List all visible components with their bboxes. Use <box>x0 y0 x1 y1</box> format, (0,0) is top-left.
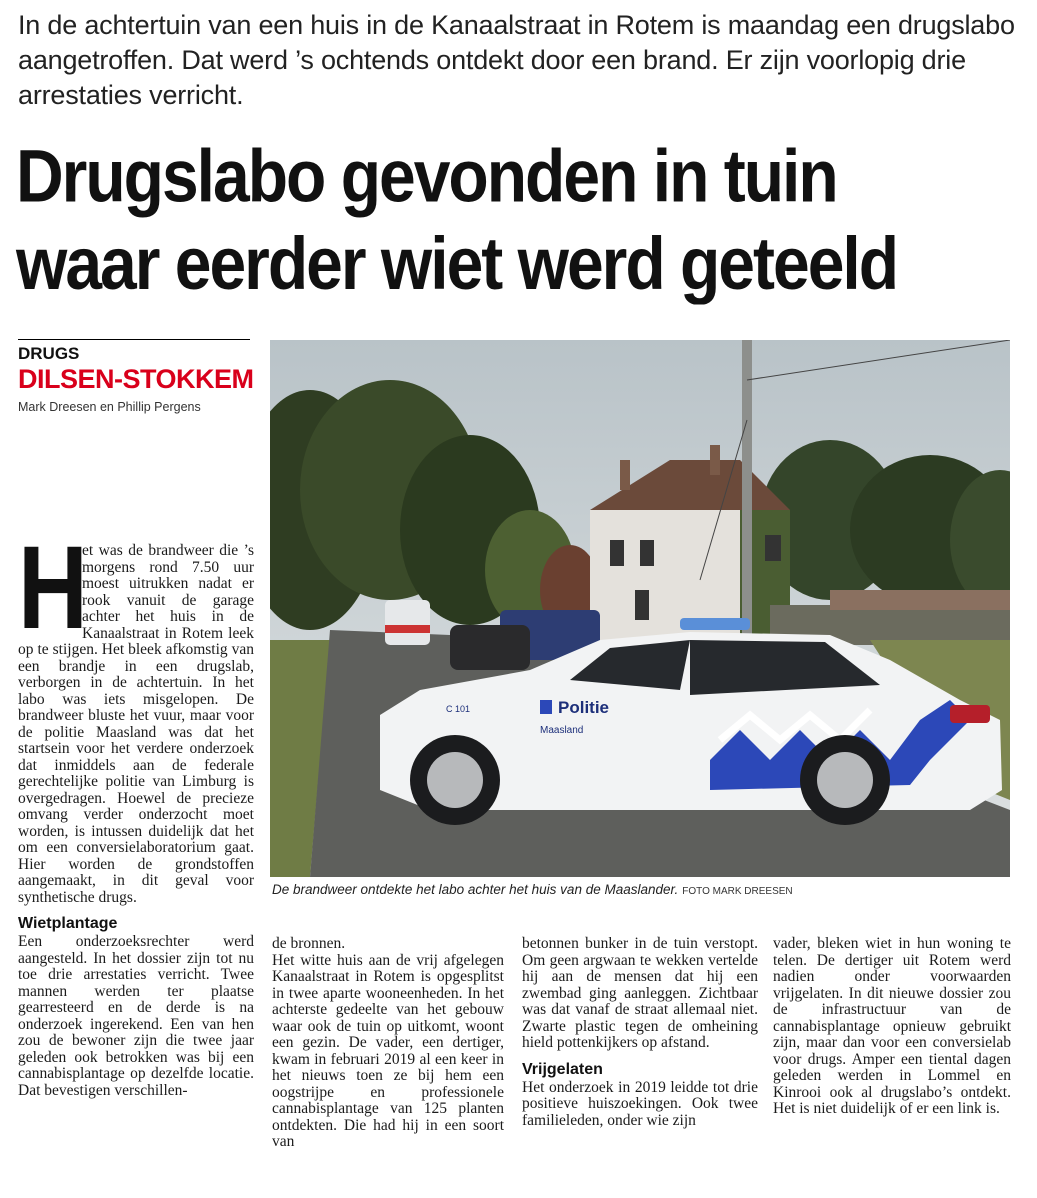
section-rule <box>18 339 250 340</box>
subheading-wietplantage: Wietplantage <box>18 915 118 932</box>
intro-text: In de achtertuin van een huis in de Kanaalstraat in Rotem is maandag een drugslabo aangetroffen. Dat werd ’s ochtends ontdekt door een brand. Er zijn voorlopig drie arrestaties verricht. <box>18 10 1015 110</box>
article-column-2 <box>272 936 504 1151</box>
paragraph: Een onderzoeksrechter werd aangesteld. In het dossier zijn tot nu toe drie arrestaties verricht. Twee mannen werden ter plaatse gearresteerd en de derde is na onderzoek ingerekend. Een van hen zou de bewoner zijn die twee jaar geleden ook betrokken was bij een cannabisplantage op dezelfde locatie. Dat bevestigen verschillen- <box>18 933 254 1099</box>
byline: Mark Dreesen en Phillip Pergens <box>18 400 201 414</box>
article-column-3 <box>522 936 758 1129</box>
drop-cap: H <box>18 522 88 654</box>
place-label: DILSEN-STOKKEM <box>18 364 254 394</box>
headline-line-1: Drugslabo gevonden in tuin <box>16 134 837 218</box>
article-column-4 <box>773 936 1011 1118</box>
photo-caption <box>272 882 1012 897</box>
caption-text: De brandweer ontdekte het labo achter het huis van de Maaslander. <box>272 882 679 897</box>
paragraph: Het onderzoek in 2019 leidde tot drie positieve huiszoekingen. Ook twee familieleden, onder wie zijn <box>522 1078 758 1129</box>
paragraph: betonnen bunker in de tuin verstopt. Om geen argwaan te wekken vertelde hij aan de mensen dat hij een zwembad ging aanleggen. Zichtbaar was dat vanaf de straat allemaal niet. Zwarte plastic tegen de omheining hield pottenkijkers op afstand. <box>522 935 758 1051</box>
headline <box>16 132 1026 307</box>
paragraph: Het witte huis aan de vrij afgelegen Kanaalstraat in Rotem is opgesplitst in twee aparte wooneenheden. In het achterste gedeelte van het gebouw waar ook de tuin op uitkomt, woont een gezin. De vader, een dertiger, kwam in februari 2019 al een keer in het nieuws toen ze bij hem een oogstrijpe en professionele cannabisplantage van 125 planten ontdekten. Die had hij in een soort van <box>272 951 504 1150</box>
car-number-text: C 101 <box>446 704 471 714</box>
photo-illustration <box>270 340 1010 877</box>
subheading-vrijgelaten: Vrijgelaten <box>522 1060 603 1078</box>
article-column-1 <box>18 522 254 1099</box>
paragraph: vader, bleken wiet in hun woning te telen. De dertiger uit Rotem werd nadien onder voorwaarden vrijgelaten. In dit nieuwe dossier zou de infrastructuur van de cannabisplantage opnieuw gebruikt zijn, maar dan voor een conversielab voor drugs. Amper een tiental dagen geleden werden in Lommel en Kinrooi ook al drugslabo’s ontdekt. Het is niet duidelijk of er een link is. <box>773 935 1011 1117</box>
paragraph: et was de brandweer die ’s morgens rond 7.50 uur moest uitrukken nadat er rook vanuit de garage achter het huis in de Kanaalstraat in Rotem leek op te stijgen. Het bleek afkomstig van een brandje in een drugslab, verborgen in de achtertuin. In het labo was iets misgelopen. De brandweer bluste het vuur, maar voor de politie Maasland was dat het startsein voor het verdere onderzoek dat inmiddels aan de federale gerechtelijke politie van Limburg is overgedragen. Hoewel de precieze omvang verder onderzocht moet worden, is intussen duidelijk dat het om een conversielaboratorium gaat. Hier worden de grondstoffen aangemaakt, in dit geval voor synthetische drugs. <box>18 542 254 906</box>
headline-line-2: waar eerder wiet werd geteeld <box>16 221 898 305</box>
paragraph: de bronnen. <box>272 935 346 952</box>
car-brand-text: Politie <box>558 698 610 717</box>
section-label: DRUGS <box>18 344 80 363</box>
news-photo <box>270 340 1010 877</box>
photo-credit: FOTO MARK DREESEN <box>682 886 793 897</box>
car-unit-text: Maasland <box>540 725 584 736</box>
